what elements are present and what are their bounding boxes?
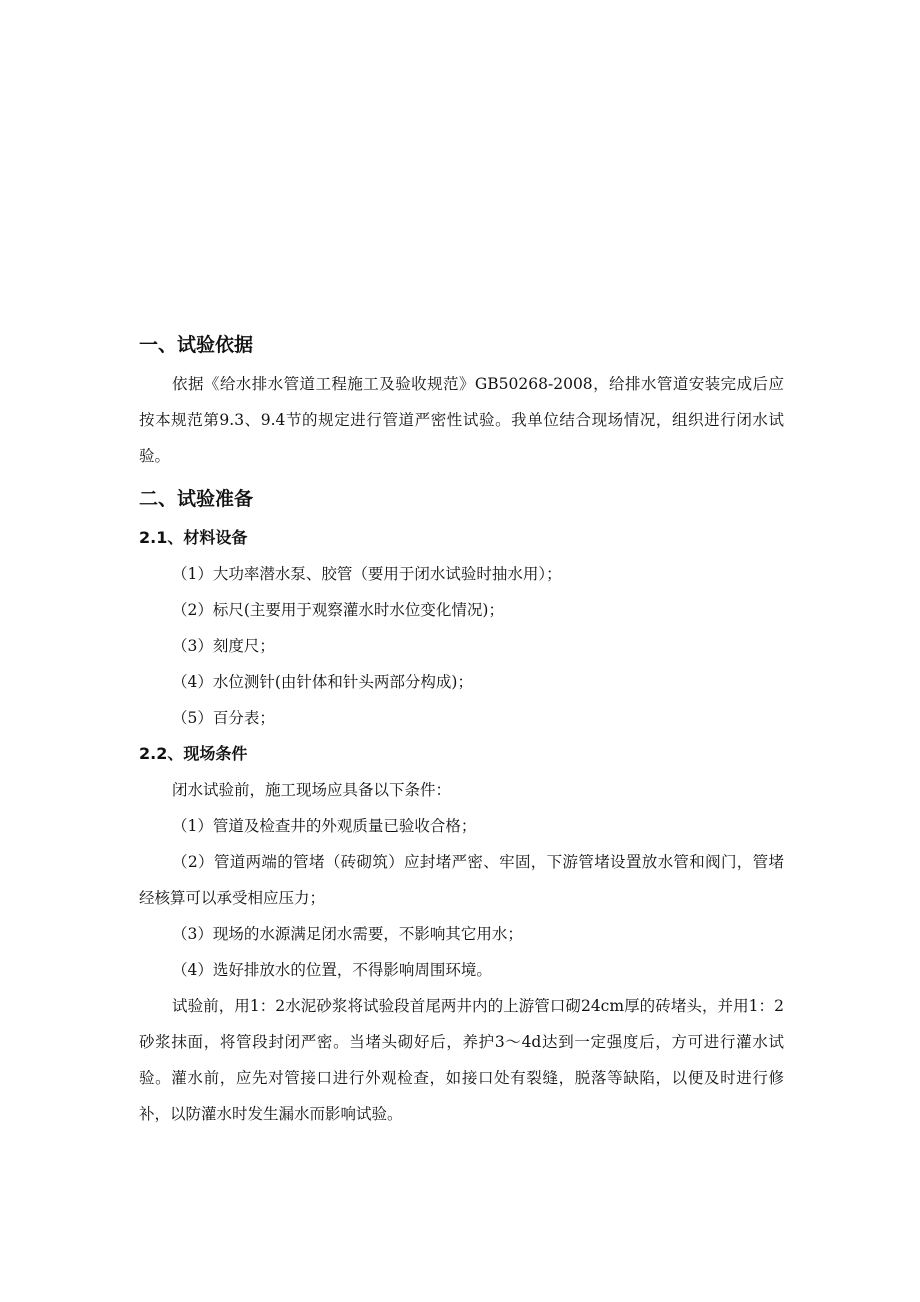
material-item: （1）大功率潜水泵、胶管（要用于闭水试验时抽水用）； (172, 565, 562, 583)
material-item: （2）标尺(主要用于观察灌水时水位变化情况)； (172, 601, 504, 619)
condition-item: （1）管道及检查井的外观质量已验收合格； (172, 817, 477, 835)
basis-paragraph: 依据《给水排水管道工程施工及验收规范》GB50268-2008，给排水管道安装完成后应按本规范第9.3、9.4节的规定进行管道严密性试验。我单位结合现场情况，组织进行闭水试验。 (139, 375, 784, 465)
subsection-title-site-conditions: 2.2、现场条件 (139, 744, 248, 763)
subsection-title-materials: 2.1、材料设备 (139, 528, 248, 547)
site-conditions-intro: 闭水试验前，施工现场应具备以下条件： (172, 781, 452, 799)
material-item: （3）刻度尺； (172, 637, 275, 655)
section-title-basis: 一、试验依据 (139, 334, 254, 356)
document-body (139, 330, 784, 1132)
condition-item: （3）现场的水源满足闭水需要，不影响其它用水； (172, 925, 523, 943)
section-title-preparation: 二、试验准备 (139, 488, 254, 510)
site-conditions-closing: 试验前，用1：2水泥砂浆将试验段首尾两井内的上游管口砌24cm厚的砖堵头，并用1：2砂浆抹面，将管段封闭严密。当堵头砌好后，养护3～4d达到一定强度后，方可进行灌水试验。灌水前，应先对管接口进行外观检查，如接口处有裂缝，脱落等缺陷，以便及时进行修补，以防灌水时发生漏水而影响试验。 (139, 997, 784, 1123)
material-item: （5）百分表； (172, 709, 275, 727)
condition-item: （4）选好排放水的位置，不得影响周围环境。 (172, 961, 492, 979)
material-item: （4）水位测针(由针体和针头两部分构成)； (172, 673, 473, 691)
condition-item: （2）管道两端的管堵（砖砌筑）应封堵严密、牢固，下游管堵设置放水管和阀门，管堵经核算可以承受相应压力； (139, 853, 784, 907)
